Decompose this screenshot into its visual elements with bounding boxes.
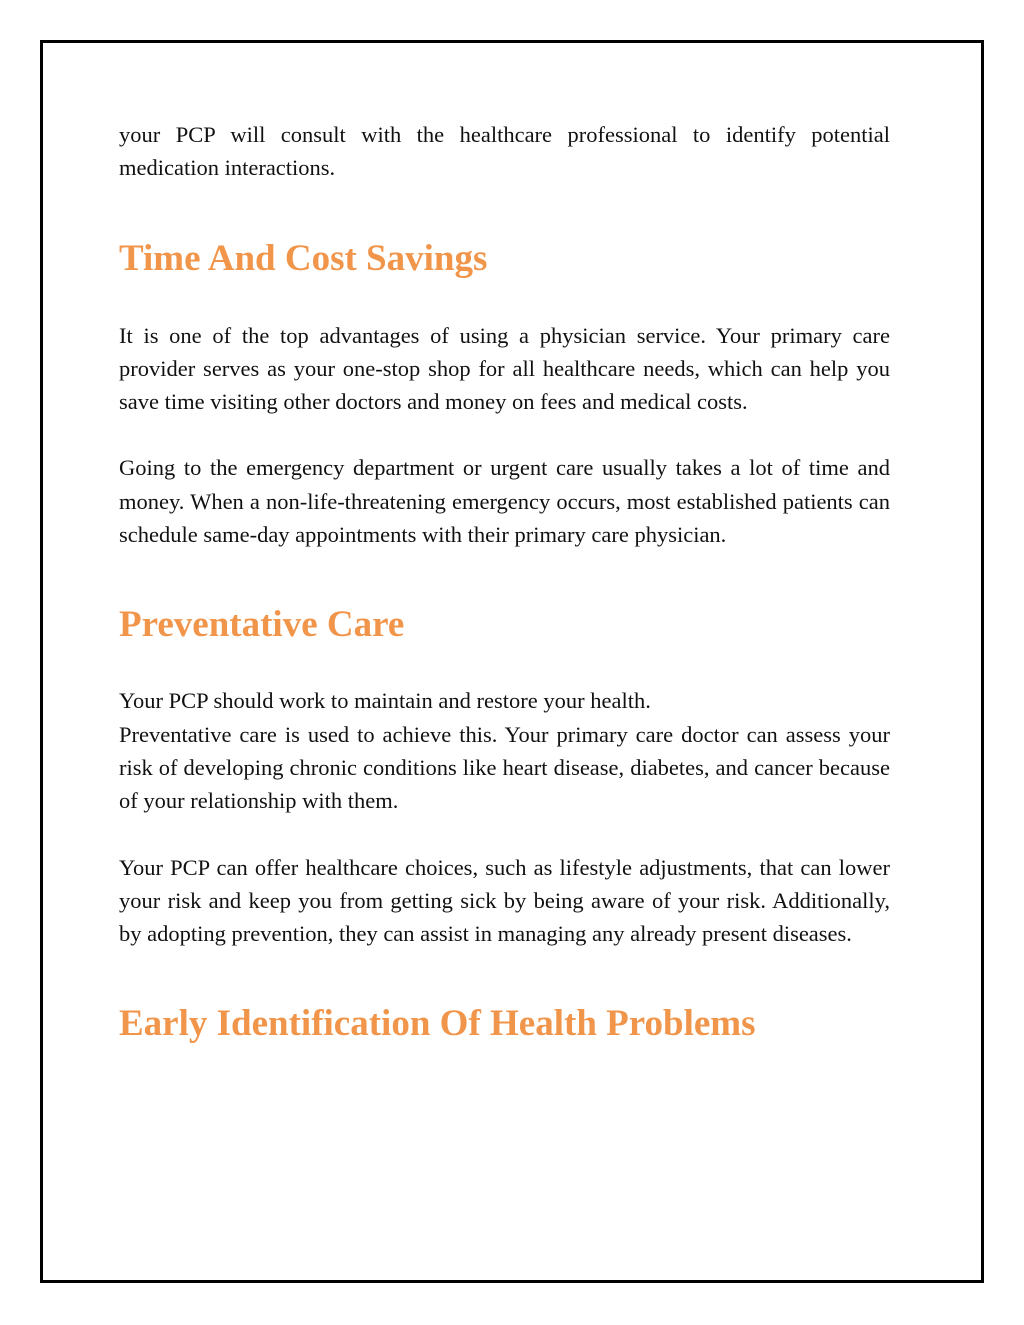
paragraph-preventative-care-1-lead: Your PCP should work to maintain and restore your health. — [119, 688, 651, 714]
paragraph-time-savings-2: Going to the emergency department or urgent care usually takes a lot of time and money. When a non-life-threatening emergency occurs, most established patients can schedule same-day appointments with their primary care physician. — [119, 455, 890, 548]
paragraph-preventative-care-2: Your PCP can offer healthcare choices, such as lifestyle adjustments, that can lower your risk and keep you from getting sick by being aware of your risk. Additionally, by adopting prevention, they can assist in managing any already present diseases. — [119, 854, 890, 947]
document-body — [119, 118, 890, 1046]
paragraph-preventative-care-1-body: Preventative care is used to achieve this. Your primary care doctor can assess your risk of developing chronic conditions like heart disease, diabetes, and cancer because of your relationship with them. — [119, 721, 890, 814]
section-heading-preventative-care: Preventative Care — [119, 604, 405, 646]
intro-paragraph: your PCP will consult with the healthcare professional to identify potential medication interactions. — [119, 122, 890, 181]
section-heading-time-and-cost-savings: Time And Cost Savings — [119, 237, 488, 279]
section-heading-early-identification: Early Identification Of Health Problems — [119, 1003, 756, 1045]
paragraph-time-savings-1: It is one of the top advantages of using a physician service. Your primary care provider serves as your one-stop shop for all healthcare needs, which can help you save time visiting other doctors and money on fees and medical costs. — [119, 322, 890, 415]
paragraph-preventative-care-1 — [119, 684, 890, 817]
